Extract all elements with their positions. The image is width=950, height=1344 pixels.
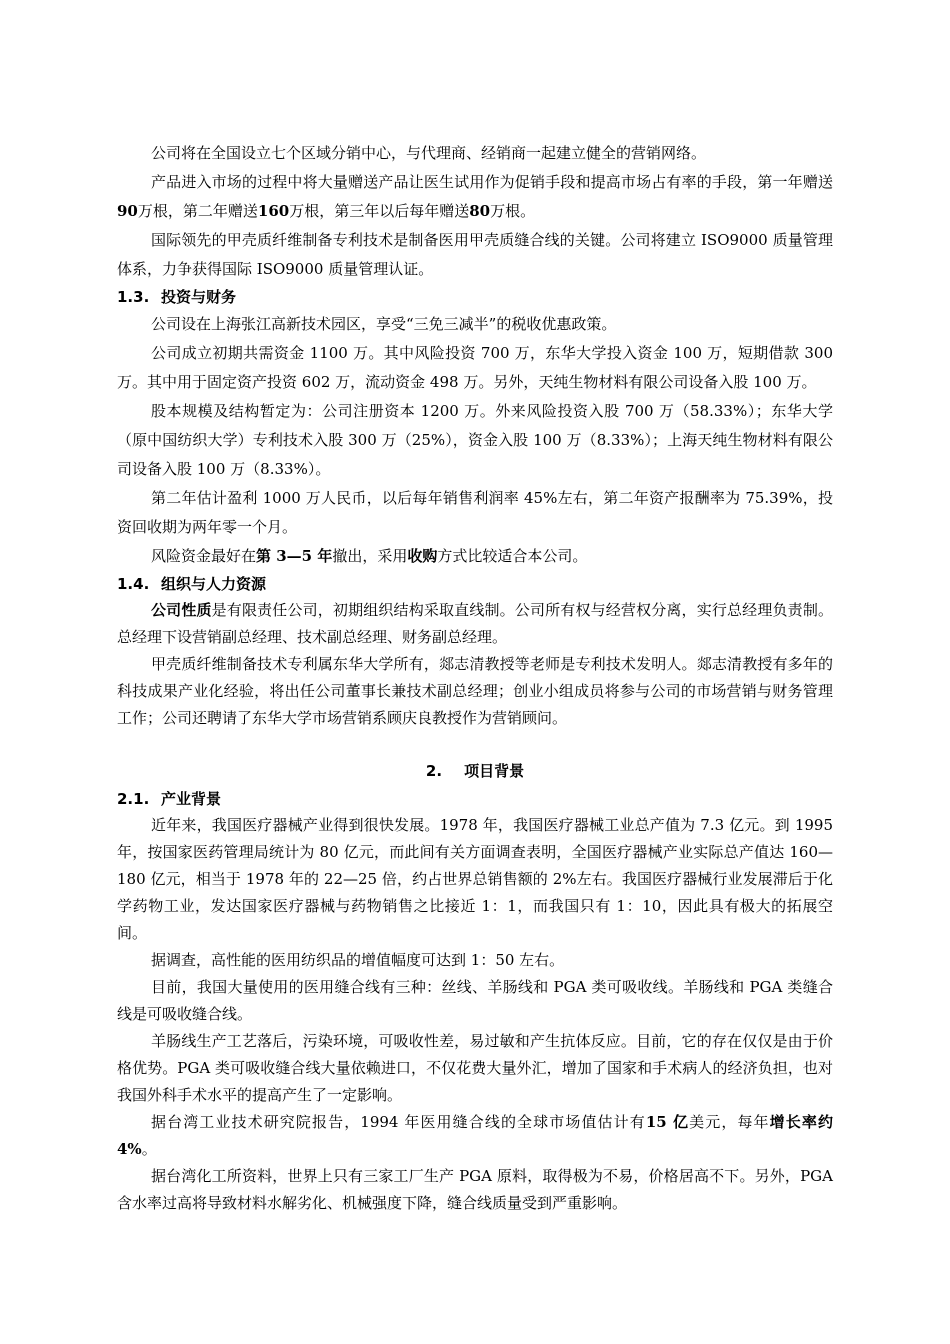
- section-heading-2-1: 2.1. 产业背景: [117, 790, 222, 808]
- paragraph: 近年来，我国医疗器械产业得到很快发展。1978 年，我国医疗器械工业总产值为 7.3 亿元。到 1995 年，按国家医药管理局统计为 80 亿元，而此间有关方面调查表明，全国医疗器械产业实际总产值达 160—180 亿元，相当于 1978 年的 22—25 倍，约占世界总销售额的 2%左右。我国医疗器械行业发展滞后于化学药物工业，发达国家医疗器械与药物销售之比接近 1：1，而我国只有 1：10，因此具有极大的拓展空间。: [117, 816, 833, 942]
- paragraph: 股本规模及结构暂定为：公司注册资本 1200 万。外来风险投资入股 700 万（58.33%）；东华大学（原中国纺织大学）专利技术入股 300 万（25%），资金入股 100 万（8.33%）；上海天纯生物材料有限公司设备入股 100 万（8.33%）。: [117, 402, 833, 478]
- paragraph: 公司性质是有限责任公司，初期组织结构采取直线制。公司所有权与经营权分离，实行总经理负责制。总经理下设营销副总经理、技术副总经理、财务副总经理。: [117, 601, 833, 646]
- paragraph: 据台湾工业技术研究院报告，1994 年医用缝合线的全球市场值估计有15 亿美元，每年增长率约 4%。: [117, 1113, 833, 1158]
- paragraph: 羊肠线生产工艺落后，污染环境，可吸收性差，易过敏和产生抗体反应。目前，它的存在仅仅是由于价格优势。PGA 类可吸收缝合线大量依赖进口，不仅花费大量外汇，增加了国家和手术病人的经济负担，也对我国外科手术水平的提高产生了一定影响。: [117, 1032, 833, 1104]
- paragraph: 目前，我国大量使用的医用缝合线有三种：丝线、羊肠线和 PGA 类可吸收线。羊肠线和 PGA 类缝合线是可吸收缝合线。: [117, 978, 833, 1023]
- paragraph: 国际领先的甲壳质纤维制备专利技术是制备医用甲壳质缝合线的关键。公司将建立 ISO9000 质量管理体系，力争获得国际 ISO9000 质量管理认证。: [117, 231, 833, 278]
- paragraph: 风险资金最好在第 3—5 年撤出，采用收购方式比较适合本公司。: [151, 547, 588, 565]
- paragraph: 甲壳质纤维制备技术专利属东华大学所有，郯志清教授等老师是专利技术发明人。郯志清教授有多年的科技成果产业化经验，将出任公司董事长兼技术副总经理；创业小组成员将参与公司的市场营销与财务管理工作；公司还聘请了东华大学市场营销系顾庆良教授作为营销顾问。: [117, 655, 833, 727]
- paragraph: 产品进入市场的过程中将大量赠送产品让医生试用作为促销手段和提高市场占有率的手段，第一年赠送90万根，第二年赠送160万根，第三年以后每年赠送80万根。: [117, 173, 833, 220]
- paragraph: 公司将在全国设立七个区域分销中心，与代理商、经销商一起建立健全的营销网络。: [151, 144, 707, 162]
- paragraph: 第二年估计盈利 1000 万人民币，以后每年销售利润率 45%左右，第二年资产报酬率为 75.39%，投资回收期为两年零一个月。: [117, 489, 833, 536]
- paragraph: 据台湾化工所资料，世界上只有三家工厂生产 PGA 原料，取得极为不易，价格居高不下。另外，PGA 含水率过高将导致材料水解劣化、机械强度下降，缝合线质量受到严重影响。: [117, 1167, 833, 1212]
- paragraph: 公司成立初期共需资金 1100 万。其中风险投资 700 万，东华大学投入资金 100 万，短期借款 300 万。其中用于固定资产投资 602 万，流动资金 498 万。另外，天纯生物材料有限公司设备入股 100 万。: [117, 344, 833, 391]
- paragraph: 公司设在上海张江高新技术园区，享受“三免三减半”的税收优惠政策。: [151, 315, 617, 333]
- chapter-heading-2: 2. 项目背景: [425, 762, 525, 780]
- section-heading-1-4: 1.4. 组织与人力资源: [117, 575, 267, 593]
- section-heading-1-3: 1.3. 投资与财务: [117, 288, 237, 306]
- document-page: [117, 139, 833, 1217]
- paragraph: 据调查，高性能的医用纺织品的增值幅度可达到 1：50 左右。: [151, 951, 565, 969]
